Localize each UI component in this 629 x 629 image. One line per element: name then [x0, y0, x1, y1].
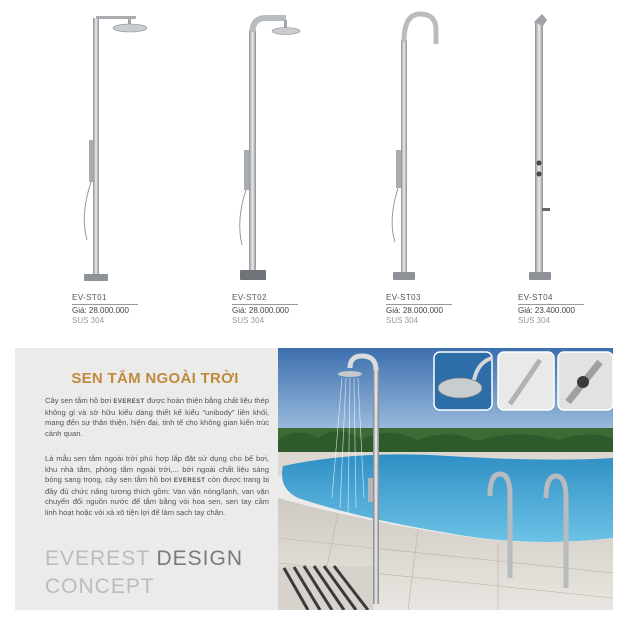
product-ev-st04[interactable] — [505, 0, 629, 330]
para1-text-b: được hoàn thiện bằng chất liệu thép không gỉ và sở hữu kiểu dáng thiết kế kiểu "unibody" liền khối, mang đến sự thân thiện, hiện đại, tinh tế cho không gian kiến trúc cảnh quan. — [45, 396, 269, 438]
description-paragraph-1 — [45, 396, 269, 439]
tagline-everest: EVEREST — [45, 547, 150, 570]
shower-column-image — [505, 0, 615, 292]
product-ev-st01[interactable] — [60, 0, 200, 330]
product-code: EV-ST04 — [518, 293, 584, 305]
product-code: EV-ST03 — [386, 293, 452, 305]
tagline-design: DESIGN — [156, 547, 244, 570]
product-material: SUS 304 — [72, 316, 105, 325]
description-paragraph-2 — [45, 454, 269, 519]
product-price: Giá: 28.000.000 — [72, 306, 129, 315]
product-material: SUS 304 — [518, 316, 551, 325]
poolside-photo — [278, 348, 613, 610]
para1-text-a: Cây sen tắm hồ bơi — [45, 396, 112, 405]
tagline-concept: CONCEPT — [45, 575, 155, 598]
product-code: EV-ST01 — [72, 293, 138, 305]
product-ev-st02[interactable] — [218, 0, 358, 330]
product-price: Giá: 23.400.000 — [518, 306, 575, 315]
product-ev-st03[interactable] — [372, 0, 512, 330]
product-material: SUS 304 — [386, 316, 419, 325]
shower-column-image — [218, 0, 328, 292]
brand-everest: EVEREST — [113, 399, 145, 405]
tagline — [45, 545, 243, 601]
shower-column-image — [372, 0, 482, 292]
brand-everest: EVEREST — [173, 478, 206, 485]
para2-text-b: còn được trang bị đầy đủ chức năng tương thích gồm: Van vặn nóng/lạnh, van vặn chuyển đổi nguồn nước để tắm bằng vòi hoa sen, sen tay cầm linh hoạt hoặc vòi xả xô tiện lợi để làm sạch tay chân. — [45, 475, 269, 517]
product-price: Giá: 28.000.000 — [232, 306, 289, 315]
product-material: SUS 304 — [232, 316, 265, 325]
panel-title: SEN TẮM NGOÀI TRỜI — [71, 370, 239, 387]
product-code: EV-ST02 — [232, 293, 298, 305]
shower-column-image — [60, 0, 170, 292]
para2-text-a: Là mẫu sen tắm ngoài trời phù hợp lắp đặt sử dụng cho bể bơi, khu nhà tắm, phòng tắm ngoài trời,... bởi ngoài chất liệu sáng bóng sang trọng, cây sen tắm hồ bơi — [45, 454, 269, 485]
info-panel — [15, 348, 613, 610]
product-price: Giá: 28.000.000 — [386, 306, 443, 315]
